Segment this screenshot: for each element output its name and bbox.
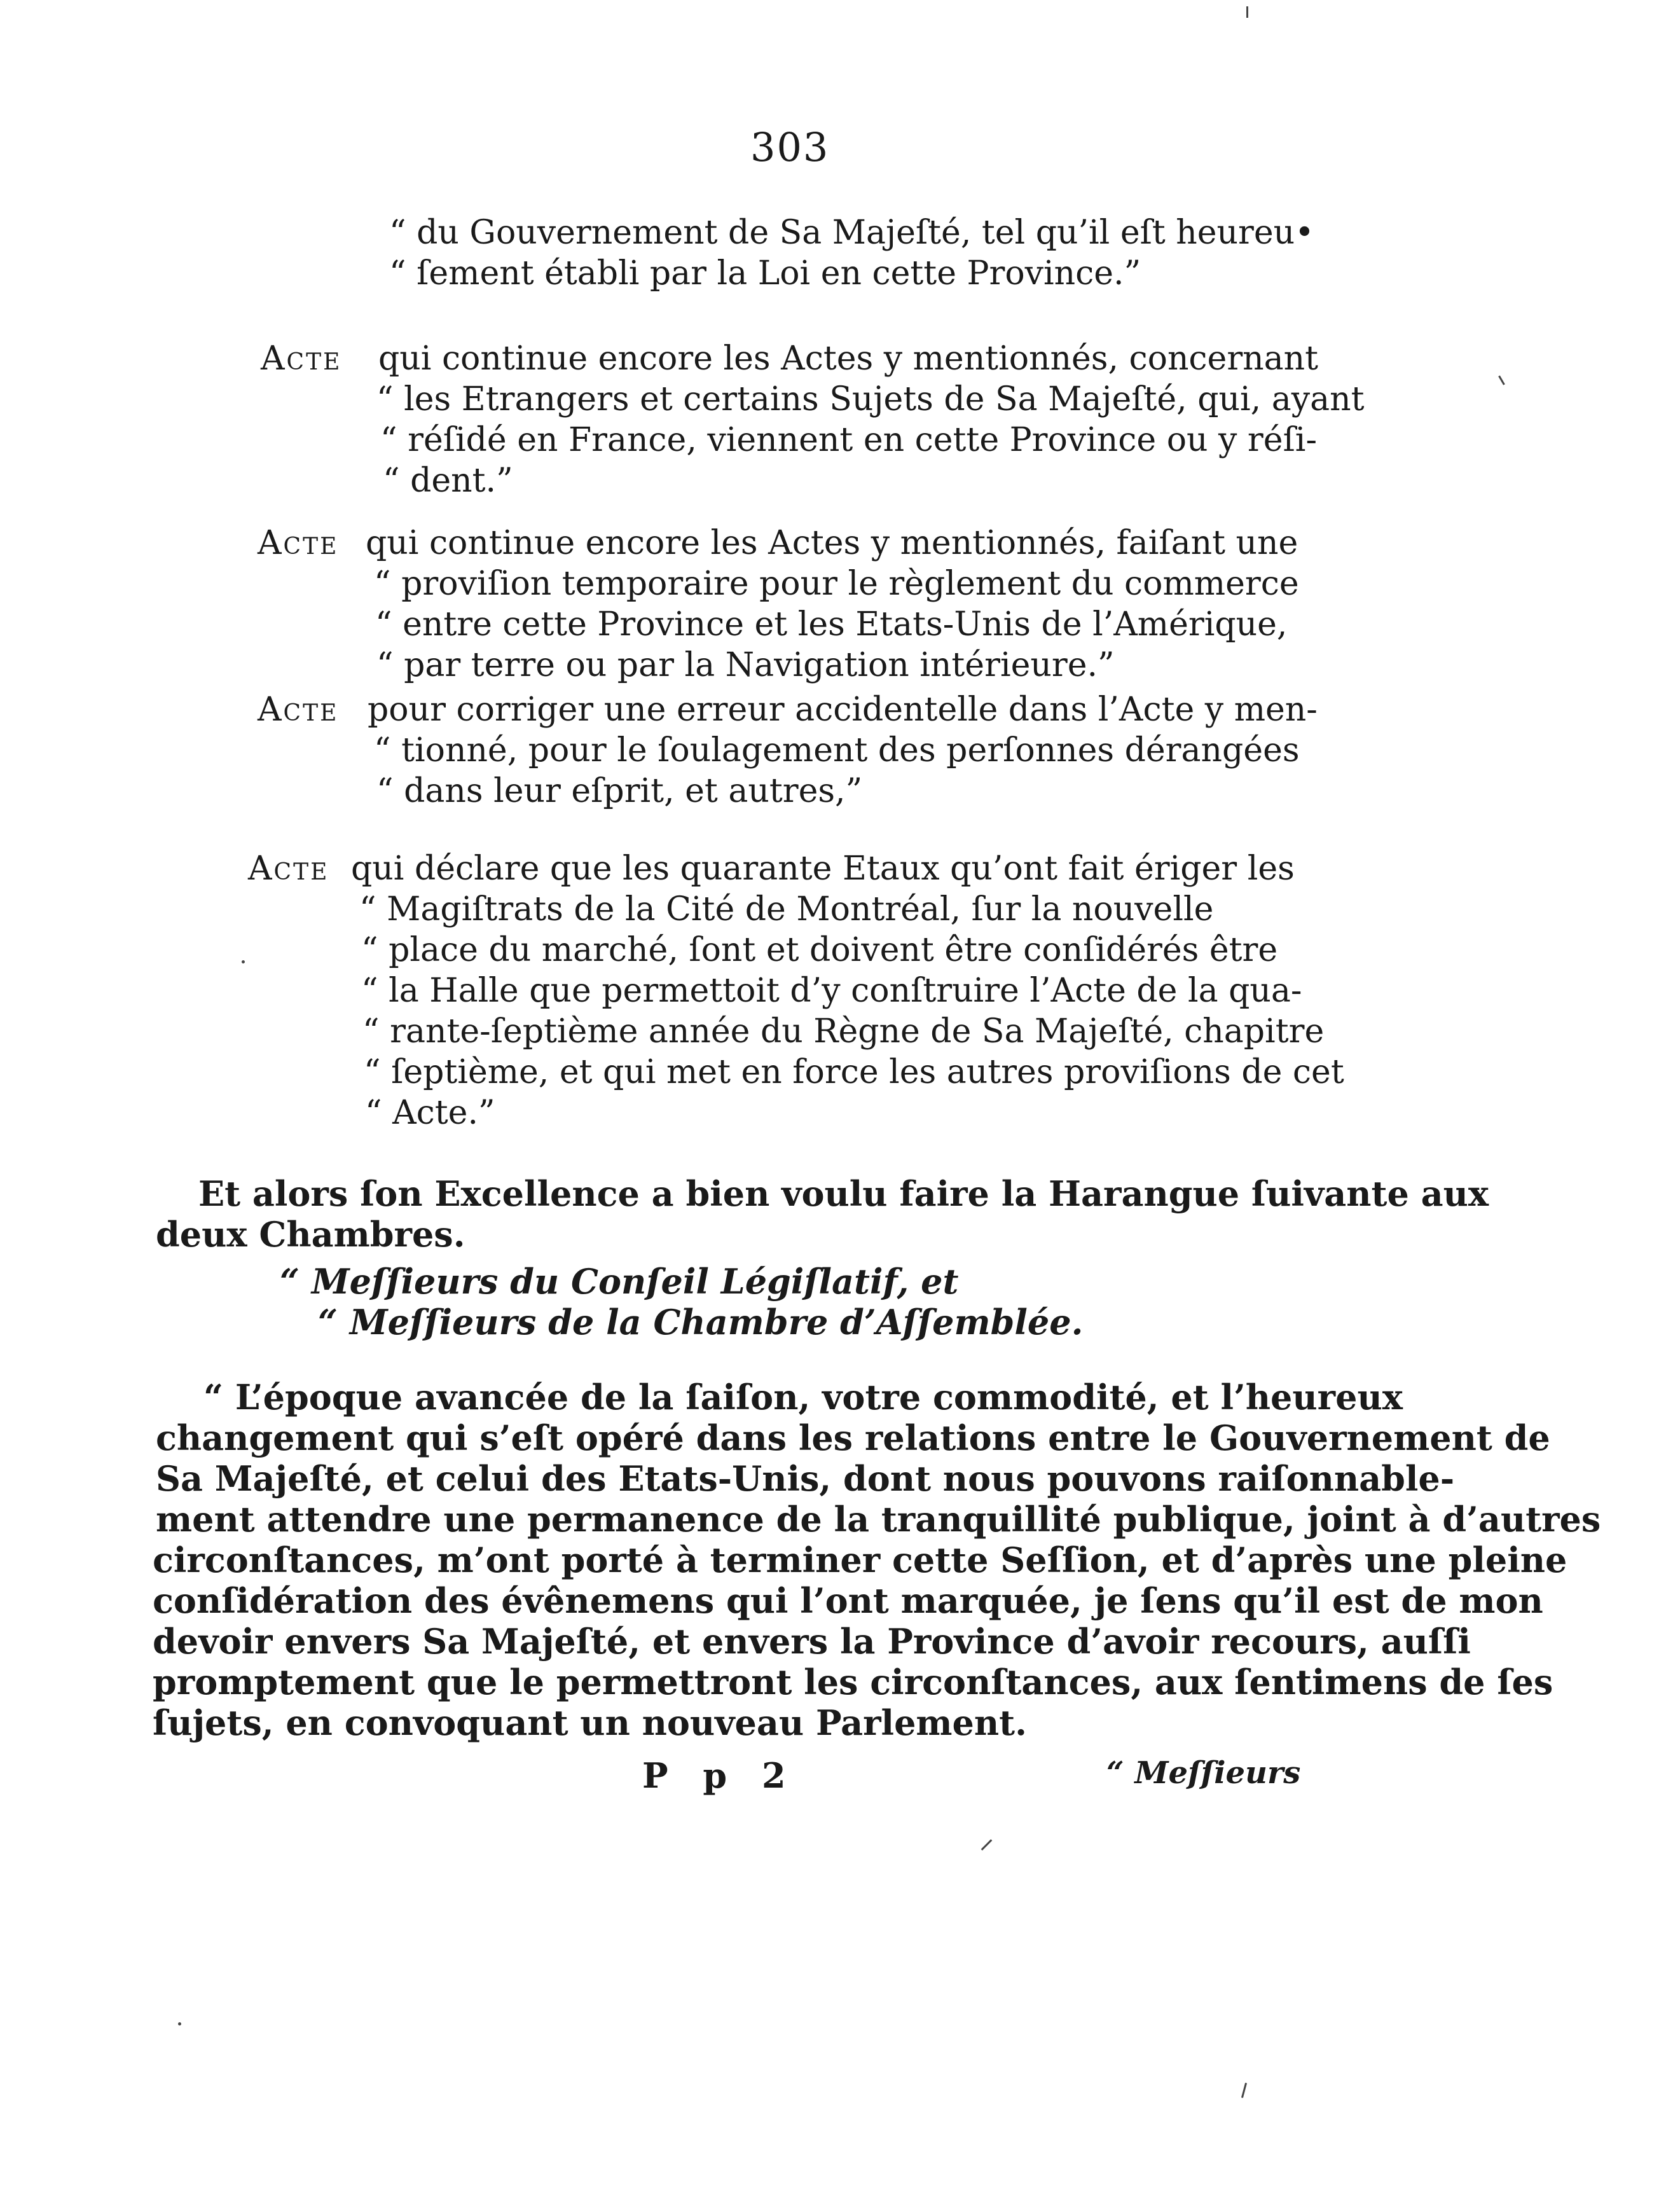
scan-speck xyxy=(1246,6,1248,18)
speech-line: ſujets, en convoquant un nouveau Parlement. xyxy=(153,1702,1027,1743)
speech-line: circonſtances, m’ont porté à terminer cette Seſſion, et d’après une pleine xyxy=(153,1540,1567,1580)
act-label: Acte xyxy=(258,691,339,729)
act-line: “ les Etrangers et certains Sujets de Sa Majeſté, qui, ayant xyxy=(376,380,1365,418)
act-line: “ ſement établi par la Loi en cette Province.” xyxy=(389,254,1141,293)
act-line: “ tionné, pour le ſoulagement des perſonnes dérangées xyxy=(374,731,1300,769)
speech-line: devoir envers Sa Majeſté, et envers la Province d’avoir recours, auſſi xyxy=(153,1621,1471,1662)
act-line: pour corriger une erreur accidentelle dans l’Acte y men- xyxy=(368,691,1318,729)
act-line: “ place du marché, ſont et doivent être conſidérés être xyxy=(361,931,1278,969)
act-line: “ du Gouvernement de Sa Majeſté, tel qu’il eſt heureu• xyxy=(389,214,1314,252)
act-line: “ réſidé en France, viennent en cette Province ou y réſi- xyxy=(380,421,1318,459)
signature-mark: P p 2 xyxy=(642,1755,797,1796)
scan-speck xyxy=(242,960,245,963)
act-line: “ rante-ſeptième année du Règne de Sa Majeſté, chapitre xyxy=(362,1012,1325,1051)
act-line: “ dans leur eſprit, et autres,” xyxy=(376,772,863,810)
act-line: “ proviſion temporaire pour le règlement du commerce xyxy=(374,565,1299,603)
act-line: qui continue encore les Actes y mentionnés, faiſant une xyxy=(366,524,1298,562)
act-line: “ entre cette Province et les Etats-Unis de l’Amérique, xyxy=(375,605,1288,644)
act-line: “ par terre ou par la Navigation intérieure.” xyxy=(376,646,1115,684)
speech-line: Sa Majeſté, et celui des Etats-Unis, dont nous pouvons raiſonnable- xyxy=(156,1458,1455,1499)
address-line: “ Meſſieurs du Conſeil Légiſlatif, et xyxy=(280,1261,959,1302)
page-number: 303 xyxy=(750,124,830,170)
scan-speck xyxy=(1498,375,1505,385)
act-line: “ dent.” xyxy=(383,462,513,500)
intro-line: Et alors ſon Excellence a bien voulu faire la Harangue ſuivante aux xyxy=(198,1173,1489,1214)
scan-speck xyxy=(178,2022,181,2025)
scan-speck xyxy=(1241,2083,1247,2098)
address-line: “ Meſſieurs de la Chambre d’Aſſemblée. xyxy=(318,1302,1084,1342)
act-label: Acte xyxy=(261,340,342,378)
act-line: qui continue encore les Actes y mentionnés, concernant xyxy=(378,340,1319,378)
scan-speck xyxy=(981,1839,993,1851)
act-label: Acte xyxy=(258,524,339,562)
act-line: “ Acte.” xyxy=(365,1094,495,1132)
act-line: “ la Halle que permettoit d’y conſtruire l’Acte de la qua- xyxy=(361,972,1302,1010)
act-line: qui déclare que les quarante Etaux qu’ont fait ériger les xyxy=(351,850,1295,888)
act-line: “ Magiſtrats de la Cité de Montréal, ſur la nouvelle xyxy=(359,890,1214,928)
act-line: “ ſeptième, et qui met en force les autres proviſions de cet xyxy=(364,1053,1344,1091)
speech-line: promptement que le permettront les circonſtances, aux ſentimens de ſes xyxy=(153,1662,1553,1702)
speech-line: changement qui s’eſt opéré dans les relations entre le Gouvernement de xyxy=(156,1418,1550,1458)
intro-line: deux Chambres. xyxy=(156,1214,465,1255)
act-label: Acte xyxy=(248,850,329,888)
speech-line: ment attendre une permanence de la tranquillité publique, joint à d’autres xyxy=(156,1499,1601,1540)
speech-line: “ L’époque avancée de la ſaiſon, votre commodité, et l’heureux xyxy=(203,1377,1403,1418)
speech-line: conſidération des évênemens qui l’ont marquée, je ſens qu’il est de mon xyxy=(153,1580,1543,1621)
catchword: “ Meſſieurs xyxy=(1106,1755,1301,1791)
